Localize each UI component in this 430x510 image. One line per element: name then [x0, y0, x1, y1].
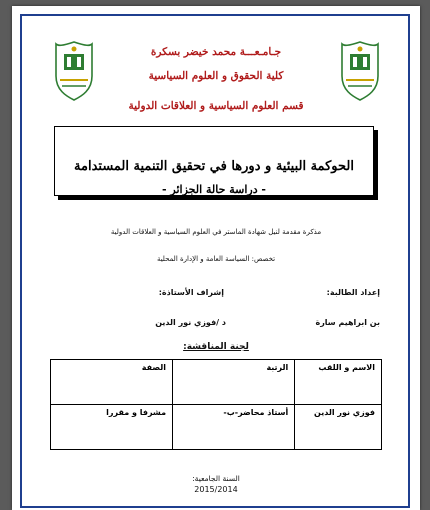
prepared-by-label: إعداد الطالبة:: [326, 288, 380, 297]
academic-year: 2015/2014: [194, 485, 238, 494]
faculty-name: كلية الحقوق و العلوم السياسية: [148, 70, 284, 82]
header-role: الصفة: [51, 360, 173, 405]
academic-year-label: السنة الجامعية:: [192, 474, 240, 483]
jury-table: [50, 359, 382, 450]
university-name: جـامـعـــة محمد خيضر بسكرة: [150, 46, 282, 58]
supervisor-name: د /فوزي نور الدين: [155, 318, 226, 327]
table-header-row: [51, 360, 382, 405]
student-name: بن ابراهيم سارة: [315, 318, 380, 327]
cell-name: فوزي نور الدين: [295, 405, 382, 450]
cell-role: مشرفا و مقررا: [51, 405, 173, 450]
document-page: [12, 6, 420, 510]
jury-title: لجنة المناقشة:: [183, 342, 249, 352]
memo-statement: مذكرة مقدمة لنيل شهادة الماستر في العلوم السياسية و العلاقات الدولية: [110, 228, 322, 236]
header-rank: الرتبة: [173, 360, 295, 405]
header-name: الاسم و اللقب: [295, 360, 382, 405]
specialization: تخصص: السياسة العامة و الإدارة المحلية: [156, 255, 276, 263]
thesis-subtitle: - دراسة حالة الجزائر -: [162, 183, 266, 196]
table-row: [51, 405, 382, 450]
thesis-title: الحوكمة البيئية و دورها في تحقيق التنمية المستدامة: [74, 159, 354, 174]
title-box: [54, 126, 374, 196]
department-name: قسم العلوم السياسية و العلاقات الدولية: [128, 100, 304, 112]
cell-rank: أستاذ محاضر-ب-: [173, 405, 295, 450]
supervisor-label: إشراف الأستاذة:: [158, 288, 224, 297]
